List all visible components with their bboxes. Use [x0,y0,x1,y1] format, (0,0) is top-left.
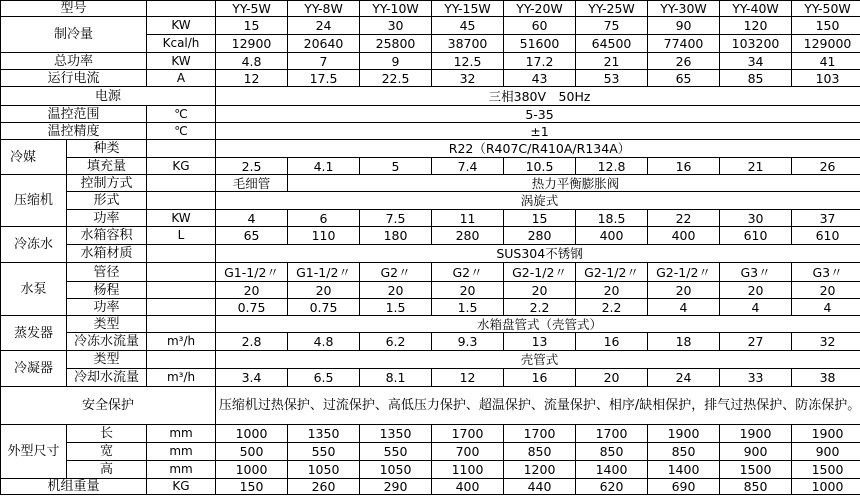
compressor-control-large: 热力平衡膨胀阀 [288,175,860,192]
pump-power-label: 功率 [67,299,147,316]
dim-height-value: 1050 [288,461,360,479]
evaporator-flow-row [1,333,860,351]
dim-width-value: 850 [504,443,576,461]
tank-volume-value: 610 [792,227,860,245]
unit-weight-value: 260 [288,479,360,495]
dim-width-row [1,443,860,461]
evaporator-label: 蒸发器 [1,316,67,351]
model-unit-blank [147,1,216,17]
dim-length-value: 1900 [720,425,792,443]
pump-head-row [1,282,860,299]
evaporator-type-label: 类型 [67,316,147,333]
condenser-type-label: 类型 [67,351,147,369]
pump-head-value: 20 [576,282,648,299]
tank-volume-value: 400 [576,227,648,245]
compressor-power-value: 22 [648,210,720,227]
total-power-value: 9 [360,53,432,70]
model-name: YY-30W [648,1,720,17]
pump-pipe-value: G2-1/2〃 [504,263,576,282]
pump-power-unit-blank [147,299,216,316]
condenser-flow-row [1,369,860,387]
temp-precision-row [1,123,860,140]
total-power-value: 17.2 [504,53,576,70]
compressor-power-value: 30 [720,210,792,227]
dim-height-value: 1200 [504,461,576,479]
condenser-flow-value: 20 [576,369,648,387]
compressor-form-unit-blank [147,192,216,210]
tank-material-unit-blank [147,245,216,263]
power-supply-row [1,87,860,106]
cooling-kw-row [1,17,860,35]
compressor-power-label: 功率 [67,210,147,227]
unit-weight-value: 690 [648,479,720,495]
evaporator-type-row [1,316,860,333]
temp-range-row [1,106,860,123]
refrigerant-charge-value: 4.1 [288,158,360,175]
pump-head-value: 20 [792,282,860,299]
dim-height-value: 1000 [216,461,288,479]
unit-weight-value: 850 [720,479,792,495]
power-supply-label: 电源 [1,87,216,106]
refrigerant-charge-value: 26 [792,158,860,175]
cooling-kcal-value: 103200 [720,35,792,53]
evaporator-flow-value: 4.8 [288,333,360,351]
refrigerant-charge-value: 2.5 [216,158,288,175]
tank-volume-value: 610 [720,227,792,245]
compressor-form-label: 形式 [67,192,147,210]
running-current-label: 运行电流 [1,70,147,87]
compressor-power-value: 6 [288,210,360,227]
compressor-control-small: 毛细管 [216,175,288,192]
total-power-value: 21 [576,53,648,70]
model-name: YY-8W [288,1,360,17]
dim-length-unit: mm [147,425,216,443]
total-power-value: 7 [288,53,360,70]
compressor-power-unit: KW [147,210,216,227]
compressor-form-row [1,192,860,210]
dim-length-value: 1700 [576,425,648,443]
tank-volume-value: 65 [216,227,288,245]
model-name: YY-5W [216,1,288,17]
condenser-flow-value: 24 [648,369,720,387]
dim-length-value: 1900 [648,425,720,443]
running-current-value: 32 [432,70,504,87]
tank-material-row [1,245,860,263]
total-power-label: 总功率 [1,53,147,70]
model-name: YY-10W [360,1,432,17]
cooling-kw-value: 24 [288,17,360,35]
cooling-capacity-label: 制冷量 [1,17,147,53]
pump-head-value: 20 [720,282,792,299]
dim-height-value: 1050 [360,461,432,479]
tank-volume-value: 110 [288,227,360,245]
pump-power-value: 2.2 [576,299,648,316]
temp-range-label: 温控范围 [1,106,147,123]
temp-precision-value: ±1 [216,123,860,140]
unit-weight-value: 290 [360,479,432,495]
temp-precision-unit: ℃ [147,123,216,140]
pump-head-value: 20 [360,282,432,299]
total-power-value: 34 [720,53,792,70]
refrigerant-type-value: R22（R407C/R410A/R134A） [216,140,860,158]
dim-length-value: 1000 [216,425,288,443]
evaporator-flow-value: 32 [792,333,860,351]
refrigerant-charge-row [1,158,860,175]
pump-head-label: 杨程 [67,282,147,299]
temp-precision-label: 温控精度 [1,123,147,140]
cooling-kcal-value: 25800 [360,35,432,53]
tank-volume-label: 水箱容积 [67,227,147,245]
evaporator-flow-value: 18 [648,333,720,351]
evaporator-type-unit-blank [147,316,216,333]
unit-weight-row [1,479,860,495]
dim-width-value: 700 [432,443,504,461]
pump-pipe-value: G3〃 [792,263,860,282]
dim-width-value: 900 [792,443,860,461]
cooling-kcal-unit: Kcal/h [147,35,216,53]
refrigerant-charge-value: 16 [648,158,720,175]
pump-power-row [1,299,860,316]
evaporator-flow-value: 16 [576,333,648,351]
compressor-power-value: 11 [432,210,504,227]
condenser-type-row [1,351,860,369]
running-current-value: 43 [504,70,576,87]
pump-pipe-value: G1-1/2〃 [216,263,288,282]
tank-material-value: SUS304不锈钢 [216,245,860,263]
refrigerant-charge-value: 21 [720,158,792,175]
dim-height-value: 1500 [720,461,792,479]
cooling-kw-value: 75 [576,17,648,35]
tank-volume-value: 400 [648,227,720,245]
compressor-control-label: 控制方式 [67,175,147,192]
dim-length-value: 1350 [288,425,360,443]
cooling-kcal-value: 38700 [432,35,504,53]
pump-pipe-value: G2-1/2〃 [576,263,648,282]
model-name: YY-15W [432,1,504,17]
compressor-power-value: 18.5 [576,210,648,227]
condenser-flow-label: 冷却水流量 [67,369,147,387]
cooling-kcal-value: 51600 [504,35,576,53]
model-header-row [1,1,860,17]
dim-height-value: 1100 [432,461,504,479]
tank-volume-unit: L [147,227,216,245]
pump-power-value: 4 [720,299,792,316]
dim-length-value: 1700 [432,425,504,443]
pump-pipe-value: G2-1/2〃 [648,263,720,282]
cooling-kcal-value: 20640 [288,35,360,53]
dim-width-value: 550 [360,443,432,461]
dim-height-unit: mm [147,461,216,479]
unit-weight-value: 1000 [792,479,860,495]
dim-length-value: 1900 [792,425,860,443]
refrigerant-charge-value: 10.5 [504,158,576,175]
dim-width-label: 宽 [67,443,147,461]
compressor-control-unit-blank [147,175,216,192]
compressor-power-value: 4 [216,210,288,227]
dim-width-value: 900 [720,443,792,461]
compressor-form-value: 涡旋式 [216,192,860,210]
cooling-kcal-value: 64500 [576,35,648,53]
model-name: YY-40W [720,1,792,17]
running-current-unit: A [147,70,216,87]
dim-height-row [1,461,860,479]
pump-power-value: 2.2 [504,299,576,316]
running-current-value: 22.5 [360,70,432,87]
unit-weight-value: 150 [216,479,288,495]
dimensions-label: 外型尺寸 [1,425,67,479]
cooling-kw-value: 15 [216,17,288,35]
running-current-value: 85 [720,70,792,87]
chilled-water-label: 冷冻水 [1,227,67,263]
unit-weight-label: 机组重量 [1,479,147,495]
running-current-row [1,70,860,87]
dim-width-value: 550 [288,443,360,461]
cooling-kw-value: 90 [648,17,720,35]
condenser-flow-value: 3.4 [216,369,288,387]
unit-weight-value: 440 [504,479,576,495]
running-current-value: 65 [648,70,720,87]
refrigerant-charge-value: 7.4 [432,158,504,175]
dim-width-value: 850 [648,443,720,461]
running-current-value: 17.5 [288,70,360,87]
running-current-value: 103 [792,70,860,87]
cooling-kw-value: 120 [720,17,792,35]
pump-pipe-value: G2〃 [360,263,432,282]
cooling-kw-value: 45 [432,17,504,35]
total-power-value: 26 [648,53,720,70]
unit-weight-unit: KG [147,479,216,495]
evaporator-flow-unit: m³/h [147,333,216,351]
dim-length-value: 1700 [504,425,576,443]
condenser-flow-value: 33 [720,369,792,387]
compressor-control-row [1,175,860,192]
refrigerant-type-unit-blank [147,140,216,158]
condenser-flow-value: 12 [432,369,504,387]
cooling-kcal-value: 12900 [216,35,288,53]
temp-range-value: 5-35 [216,106,860,123]
tank-volume-value: 280 [504,227,576,245]
pump-head-value: 20 [432,282,504,299]
dim-length-row [1,425,860,443]
tank-volume-value: 180 [360,227,432,245]
cooling-kw-value: 60 [504,17,576,35]
total-power-value: 12.5 [432,53,504,70]
total-power-unit: KW [147,53,216,70]
condenser-flow-value: 8.1 [360,369,432,387]
tank-volume-value: 280 [432,227,504,245]
total-power-row [1,53,860,70]
compressor-label: 压缩机 [1,175,67,227]
pump-pipe-value: G2〃 [432,263,504,282]
pump-head-value: 20 [216,282,288,299]
dim-width-value: 500 [216,443,288,461]
pump-pipe-label: 管径 [67,263,147,282]
pump-label: 水泵 [1,263,67,316]
dim-height-value: 1400 [576,461,648,479]
pump-head-unit-blank [147,282,216,299]
model-name: YY-25W [576,1,648,17]
refrigerant-charge-unit: KG [147,158,216,175]
pump-head-value: 20 [504,282,576,299]
temp-range-unit: ℃ [147,106,216,123]
model-name: YY-20W [504,1,576,17]
pump-pipe-value: G3〃 [720,263,792,282]
dim-length-label: 长 [67,425,147,443]
cooling-kw-value: 150 [792,17,860,35]
refrigerant-label: 冷媒 [1,140,67,175]
pump-pipe-row [1,263,860,282]
evaporator-type-value: 水箱盘管式（壳管式） [216,316,860,333]
unit-weight-value: 400 [432,479,504,495]
condenser-flow-value: 38 [792,369,860,387]
tank-material-label: 水箱材质 [67,245,147,263]
refrigerant-charge-label: 填充量 [67,158,147,175]
condenser-flow-unit: m³/h [147,369,216,387]
pump-power-value: 1.5 [360,299,432,316]
compressor-power-value: 7.5 [360,210,432,227]
power-supply-value: 三相380V 50Hz [216,87,860,106]
pump-head-value: 20 [288,282,360,299]
pump-power-value: 0.75 [288,299,360,316]
condenser-flow-value: 6.5 [288,369,360,387]
dim-width-value: 850 [576,443,648,461]
safety-label: 安全保护 [1,387,216,425]
refrigerant-type-row [1,140,860,158]
evaporator-flow-value: 27 [720,333,792,351]
cooling-kw-unit: KW [147,17,216,35]
compressor-power-value: 15 [504,210,576,227]
pump-head-value: 20 [648,282,720,299]
pump-pipe-value: G1-1/2〃 [288,263,360,282]
compressor-power-value: 37 [792,210,860,227]
evaporator-flow-value: 2.8 [216,333,288,351]
model-label: 型号 [1,1,147,17]
evaporator-flow-value: 9.3 [432,333,504,351]
dim-height-value: 1400 [648,461,720,479]
pump-power-value: 4 [792,299,860,316]
refrigerant-charge-value: 12.8 [576,158,648,175]
running-current-value: 53 [576,70,648,87]
condenser-label: 冷凝器 [1,351,67,387]
pump-power-value: 0.75 [216,299,288,316]
dim-length-value: 1350 [360,425,432,443]
safety-value: 压缩机过热保护、过流保护、高低压力保护、超温保护、流量保护、相序/缺相保护，排气过热保护、防冻保护。 [216,387,860,425]
safety-row [1,387,860,425]
evaporator-flow-value: 13 [504,333,576,351]
refrigerant-charge-value: 5 [360,158,432,175]
condenser-type-value: 壳管式 [216,351,860,369]
pump-power-value: 1.5 [432,299,504,316]
cooling-kcal-value: 77400 [648,35,720,53]
total-power-value: 41 [792,53,860,70]
tank-volume-row [1,227,860,245]
compressor-power-row [1,210,860,227]
cooling-kw-value: 30 [360,17,432,35]
dim-width-unit: mm [147,443,216,461]
condenser-type-unit-blank [147,351,216,369]
cooling-kcal-value: 129000 [792,35,860,53]
pump-pipe-unit-blank [147,263,216,282]
model-name: YY-50W [792,1,860,17]
dim-height-label: 高 [67,461,147,479]
condenser-flow-value: 16 [504,369,576,387]
dim-height-value: 1500 [792,461,860,479]
unit-weight-value: 620 [576,479,648,495]
running-current-value: 12 [216,70,288,87]
pump-power-value: 4 [648,299,720,316]
total-power-value: 4.8 [216,53,288,70]
evaporator-flow-value: 6.2 [360,333,432,351]
evaporator-flow-label: 冷冻水流量 [67,333,147,351]
refrigerant-type-label: 种类 [67,140,147,158]
